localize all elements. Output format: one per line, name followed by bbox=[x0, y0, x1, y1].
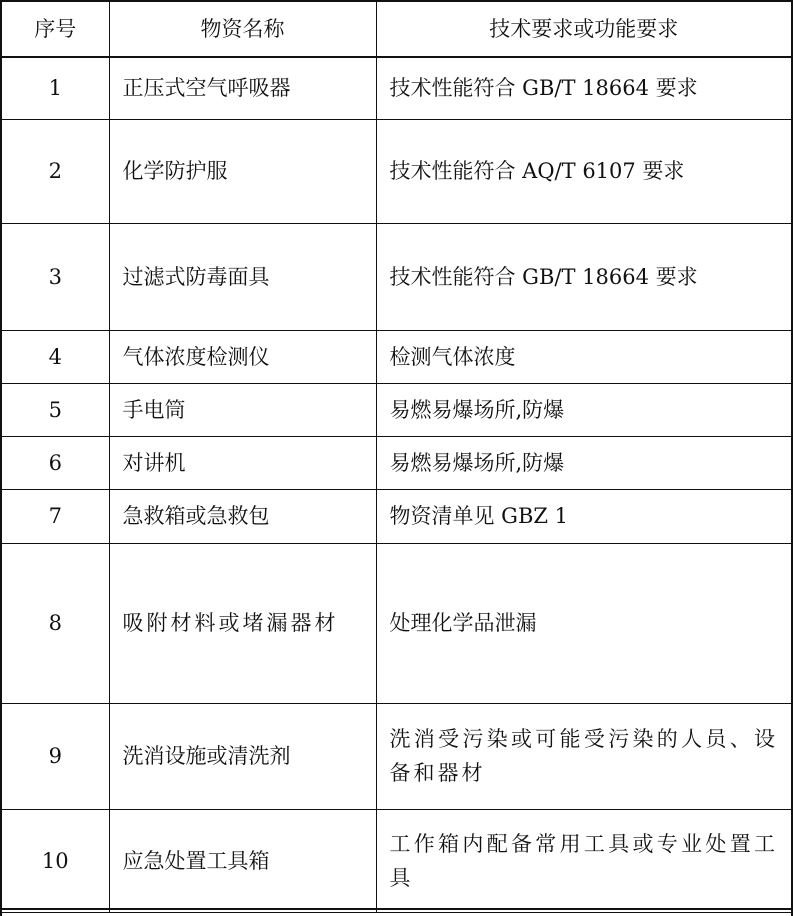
table-header-row bbox=[2, 2, 791, 57]
row-name: 对讲机 bbox=[109, 436, 376, 489]
row-requirement: 技术性能符合 GB/T 18664 要求 bbox=[376, 57, 791, 119]
row-requirement: 检测气体浓度 bbox=[376, 330, 791, 383]
table-row bbox=[2, 703, 791, 809]
row-name: 手电筒 bbox=[109, 383, 376, 436]
table-row bbox=[2, 330, 791, 383]
row-name: 洗消设施或清洗剂 bbox=[109, 703, 376, 809]
row-number: 7 bbox=[2, 489, 109, 543]
row-number: 4 bbox=[2, 330, 109, 383]
table-row bbox=[2, 436, 791, 489]
row-requirement: 技术性能符合 AQ/T 6107 要求 bbox=[376, 119, 791, 223]
row-name: 过滤式防毒面具 bbox=[109, 223, 376, 330]
row-number: 5 bbox=[2, 383, 109, 436]
row-requirement: 技术性能符合 GB/T 18664 要求 bbox=[376, 223, 791, 330]
supplies-table bbox=[2, 2, 791, 913]
row-name: 急救箱或急救包 bbox=[109, 489, 376, 543]
header-name: 物资名称 bbox=[109, 2, 376, 57]
table-bottom-rule bbox=[0, 908, 793, 910]
row-name: 气体浓度检测仪 bbox=[109, 330, 376, 383]
row-requirement: 洗消受污染或可能受污染的人员、设备和器材 bbox=[376, 703, 791, 809]
row-name: 吸附材料或堵漏器材 bbox=[109, 543, 376, 703]
header-requirement: 技术要求或功能要求 bbox=[376, 2, 791, 57]
row-name: 正压式空气呼吸器 bbox=[109, 57, 376, 119]
row-number: 1 bbox=[2, 57, 109, 119]
row-requirement: 处理化学品泄漏 bbox=[376, 543, 791, 703]
table-row bbox=[2, 223, 791, 330]
row-requirement: 易燃易爆场所,防爆 bbox=[376, 383, 791, 436]
row-number: 10 bbox=[2, 809, 109, 912]
header-number: 序号 bbox=[2, 2, 109, 57]
table-row bbox=[2, 383, 791, 436]
row-requirement: 工作箱内配备常用工具或专业处置工具 bbox=[376, 809, 791, 912]
table-row bbox=[2, 57, 791, 119]
row-number: 3 bbox=[2, 223, 109, 330]
row-requirement: 易燃易爆场所,防爆 bbox=[376, 436, 791, 489]
table-row bbox=[2, 543, 791, 703]
row-number: 6 bbox=[2, 436, 109, 489]
row-number: 8 bbox=[2, 543, 109, 703]
row-name: 化学防护服 bbox=[109, 119, 376, 223]
table-row bbox=[2, 809, 791, 912]
row-number: 2 bbox=[2, 119, 109, 223]
row-number: 9 bbox=[2, 703, 109, 809]
row-name: 应急处置工具箱 bbox=[109, 809, 376, 912]
row-requirement: 物资清单见 GBZ 1 bbox=[376, 489, 791, 543]
table-row bbox=[2, 489, 791, 543]
table-row bbox=[2, 119, 791, 223]
